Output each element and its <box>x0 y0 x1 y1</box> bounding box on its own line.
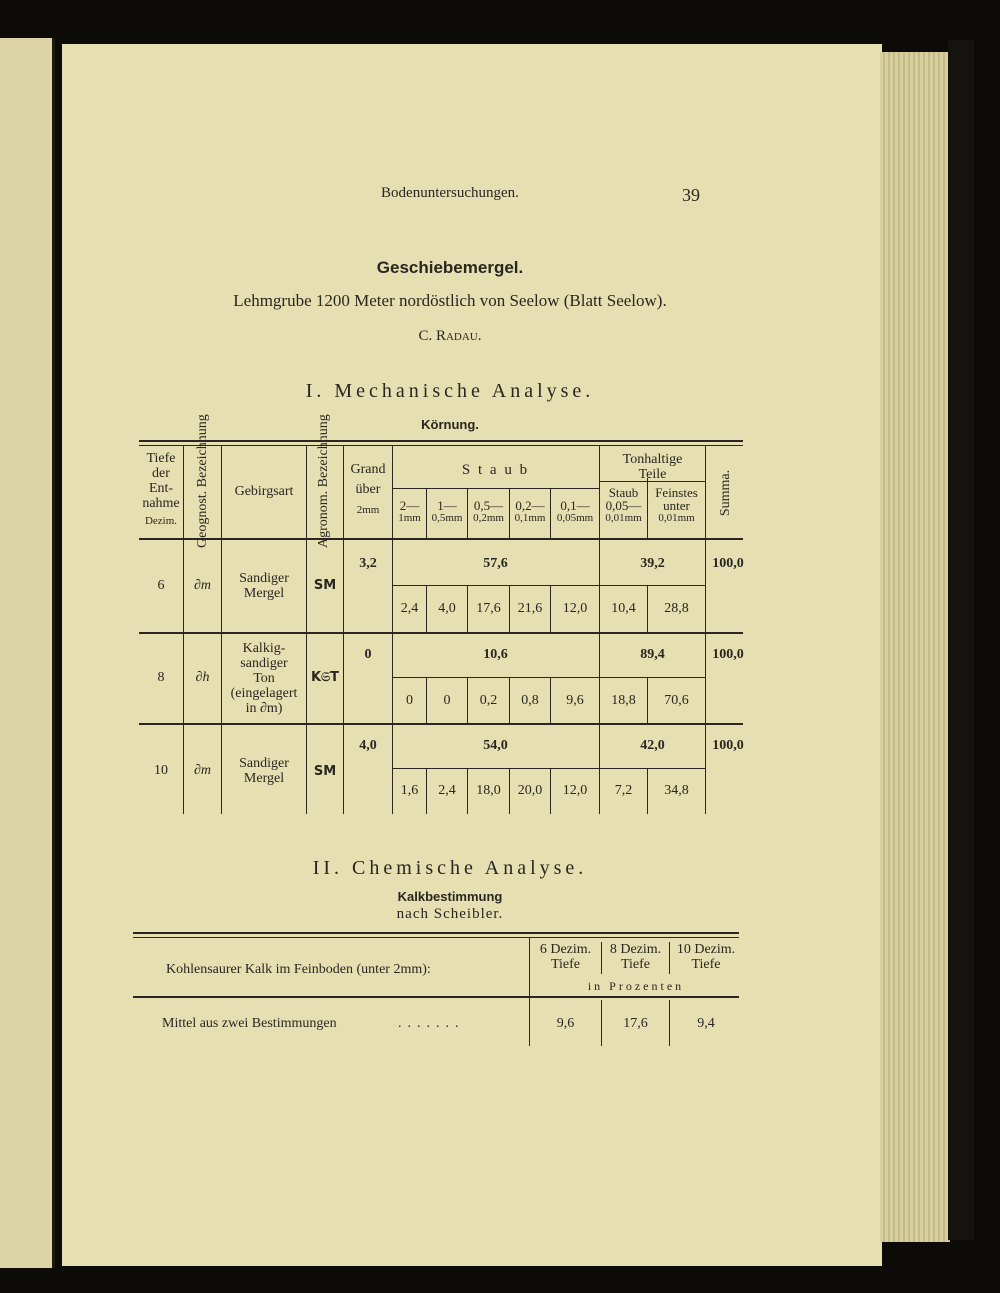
page-number: 39 <box>682 185 700 205</box>
col-header-tiefe: Tiefe der Ent- nahme Dezim. <box>142 451 180 527</box>
col-header-8-dezim: 8 Dezim. Tiefe <box>609 942 662 972</box>
cell-6-dezim: 9,6 <box>556 1016 575 1031</box>
cell-staub-total: 10,6 <box>483 647 508 662</box>
cell-ton-feinstes: 70,6 <box>664 693 689 708</box>
cell-staub-3: 18,0 <box>476 783 501 798</box>
col-header-gebirgsart: Gebirgsart <box>234 484 294 499</box>
cell-geognost: ∂h <box>195 670 210 685</box>
cell-gebirgsart: Sandiger Mergel <box>239 571 289 601</box>
cell-staub-3: 0,2 <box>479 693 498 708</box>
section-subheading-kalk: Kalkbestimmung <box>397 889 503 904</box>
cell-geognost: ∂m <box>193 578 212 593</box>
cell-agronom: SM <box>313 764 337 779</box>
cell-summa: 100,0 <box>712 556 744 571</box>
section-heading-chemical: II. Chemische Analyse. <box>312 857 588 879</box>
cell-staub-2: 2,4 <box>438 783 456 798</box>
cell-grand: 4,0 <box>359 738 377 753</box>
col-header-ton-staub: Staub 0,05— 0,01mm <box>605 485 642 524</box>
col-header-staub-3: 0,5— 0,2mm <box>473 498 504 524</box>
cell-staub-4: 0,8 <box>521 693 539 708</box>
col-header-staub: S t a u b <box>461 462 530 478</box>
cell-ton-staub: 7,2 <box>614 783 633 798</box>
cell-ton-total: 39,2 <box>640 556 665 571</box>
cell-tiefe: 6 <box>157 578 165 593</box>
location-line: Lehmgrube 1200 Meter nordöstlich von Seelow (Blatt Seelow). <box>233 291 667 310</box>
col-header-geognost: Geognost. Bezeichnung <box>195 414 210 548</box>
col-header-6-dezim: 6 Dezim. Tiefe <box>539 942 592 972</box>
cell-agronom: K𝔖T <box>310 670 340 685</box>
cell-staub-2: 0 <box>443 693 451 708</box>
cell-grand: 0 <box>364 647 372 662</box>
cell-staub-total: 54,0 <box>483 738 508 753</box>
cell-staub-1: 2,4 <box>400 601 419 616</box>
cell-staub-3: 17,6 <box>476 601 501 616</box>
col-header-ton: Tonhaltige Teile <box>622 452 683 482</box>
dot-leader: ....... <box>398 1016 465 1031</box>
page-edges <box>880 52 950 1242</box>
cell-10-dezim: 9,4 <box>697 1016 715 1031</box>
book-cover <box>948 40 974 1240</box>
cell-staub-4: 20,0 <box>517 783 543 798</box>
cell-tiefe: 10 <box>154 763 168 778</box>
section-heading-mechanical: I. Mechanische Analyse. <box>305 380 595 402</box>
col-header-staub-1: 2— 1mm <box>398 498 421 524</box>
col-header-staub-4: 0,2— 0,1mm <box>514 498 546 524</box>
cell-gebirgsart: Kalkig- sandiger Ton (eingelagert in ∂m) <box>230 641 298 716</box>
cell-tiefe: 8 <box>157 670 165 685</box>
cell-ton-total: 89,4 <box>640 647 665 662</box>
cell-summa: 100,0 <box>712 738 744 753</box>
col-header-10-dezim: 10 Dezim. Tiefe <box>676 942 736 972</box>
author-line: C. Radau. <box>418 328 482 344</box>
col-header-staub-5: 0,1— 0,05mm <box>556 498 594 524</box>
col-header-agronom: Agronom. Bezeichnung <box>316 414 331 548</box>
cell-staub-5: 9,6 <box>566 693 584 708</box>
cell-ton-staub: 18,8 <box>611 693 636 708</box>
document-title: Geschiebemergel. <box>376 258 524 277</box>
cell-summa: 100,0 <box>712 647 744 662</box>
cell-grand: 3,2 <box>359 556 377 571</box>
lime-table-label: Kohlensaurer Kalk im Feinboden (unter 2mm): <box>166 962 431 977</box>
method-line: nach Scheibler. <box>396 906 504 922</box>
cell-staub-4: 21,6 <box>517 601 543 616</box>
col-header-ton-feinstes: Feinstes unter 0,01mm <box>655 485 698 524</box>
cell-staub-2: 4,0 <box>438 601 456 616</box>
cell-ton-staub: 10,4 <box>611 601 636 616</box>
running-title: Bodenuntersuchungen. <box>381 185 519 201</box>
cell-geognost: ∂m <box>193 763 212 778</box>
left-page-edge <box>0 38 55 1268</box>
cell-gebirgsart: Sandiger Mergel <box>239 756 289 786</box>
section-subheading-koernung: Körnung. <box>421 417 479 432</box>
unit-label: in Prozenten <box>587 979 685 993</box>
row-label: Mittel aus zwei Bestimmungen <box>162 1016 337 1031</box>
cell-staub-5: 12,0 <box>562 783 588 798</box>
col-header-grand: Grand über 2mm <box>350 462 386 516</box>
cell-agronom: SM <box>313 578 337 593</box>
cell-staub-5: 12,0 <box>562 601 588 616</box>
cell-staub-total: 57,6 <box>483 556 508 571</box>
cell-staub-1: 1,6 <box>400 783 419 798</box>
cell-ton-feinstes: 34,8 <box>664 783 689 798</box>
cell-ton-total: 42,0 <box>640 738 665 753</box>
cell-ton-feinstes: 28,8 <box>664 601 689 616</box>
cell-8-dezim: 17,6 <box>623 1016 648 1031</box>
col-header-staub-2: 1— 0,5mm <box>431 498 463 524</box>
cell-staub-1: 0 <box>406 693 413 708</box>
col-header-summa: Summa. <box>718 469 733 517</box>
